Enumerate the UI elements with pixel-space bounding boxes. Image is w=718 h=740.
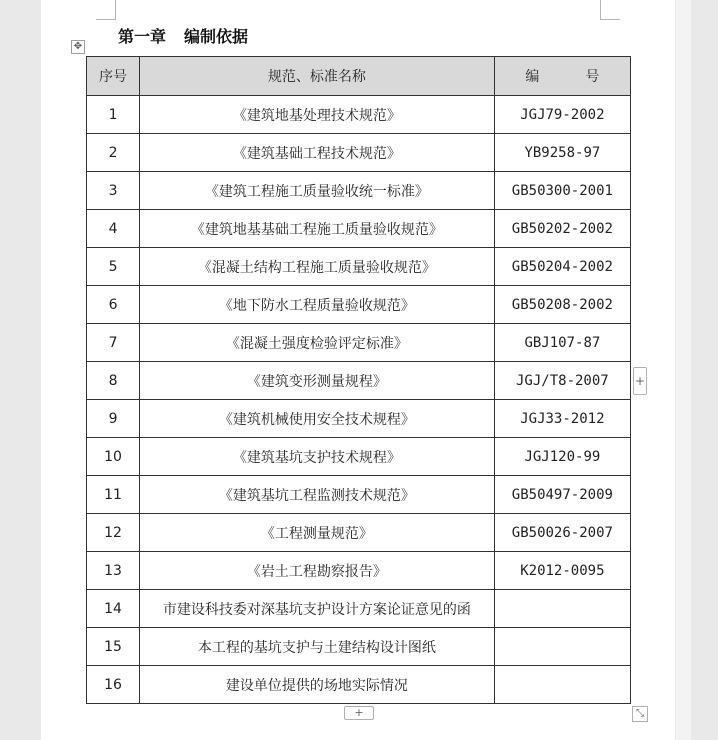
- row-name-cell[interactable]: 《岩土工程勘察报告》: [140, 552, 495, 590]
- table-row: [87, 134, 631, 172]
- row-name-cell[interactable]: 《混凝土结构工程施工质量验收规范》: [140, 248, 495, 286]
- table-row: [87, 590, 631, 628]
- row-index-cell[interactable]: 8: [87, 362, 140, 400]
- row-code-cell[interactable]: GB50026-2007: [494, 514, 630, 552]
- row-name-cell[interactable]: 《建筑机械使用安全技术规程》: [140, 400, 495, 438]
- row-code-cell[interactable]: GB50300-2001: [494, 172, 630, 210]
- row-code-cell[interactable]: JGJ120-99: [494, 438, 630, 476]
- table-row: [87, 476, 631, 514]
- header-code-part-a: 编: [525, 69, 540, 85]
- page-corner-mark-right: [600, 0, 620, 20]
- table-row: [87, 324, 631, 362]
- row-code-cell[interactable]: GB50202-2002: [494, 210, 630, 248]
- row-index-cell[interactable]: 2: [87, 134, 140, 172]
- header-index: 序号: [87, 57, 140, 96]
- row-name-cell[interactable]: 本工程的基坑支护与土建结构设计图纸: [140, 628, 495, 666]
- row-name-cell[interactable]: 《建筑工程施工质量验收统一标准》: [140, 172, 495, 210]
- row-name-cell[interactable]: 《混凝土强度检验评定标准》: [140, 324, 495, 362]
- row-code-cell[interactable]: JGJ79-2002: [494, 96, 630, 134]
- table-row: [87, 438, 631, 476]
- table-row: [87, 96, 631, 134]
- row-code-cell[interactable]: JGJ/T8-2007: [494, 362, 630, 400]
- row-code-cell[interactable]: GB50204-2002: [494, 248, 630, 286]
- row-code-cell[interactable]: K2012-0095: [494, 552, 630, 590]
- row-index-cell[interactable]: 1: [87, 96, 140, 134]
- table-row: [87, 400, 631, 438]
- table-row: [87, 362, 631, 400]
- row-index-cell[interactable]: 12: [87, 514, 140, 552]
- row-name-cell[interactable]: 《建筑变形测量规程》: [140, 362, 495, 400]
- table-move-handle-icon[interactable]: ✥: [71, 40, 85, 54]
- row-code-cell[interactable]: GB50208-2002: [494, 286, 630, 324]
- table-header-row: [87, 57, 631, 96]
- row-index-cell[interactable]: 7: [87, 324, 140, 362]
- table-row: [87, 552, 631, 590]
- row-name-cell[interactable]: 《建筑基础工程技术规范》: [140, 134, 495, 172]
- row-index-cell[interactable]: 9: [87, 400, 140, 438]
- chapter-title: 编制依据: [184, 27, 249, 46]
- row-index-cell[interactable]: 13: [87, 552, 140, 590]
- table-row: [87, 666, 631, 704]
- chapter-heading: [118, 24, 248, 47]
- row-name-cell[interactable]: 《地下防水工程质量验收规范》: [140, 286, 495, 324]
- table-row: [87, 628, 631, 666]
- row-code-cell[interactable]: GB50497-2009: [494, 476, 630, 514]
- row-code-cell[interactable]: JGJ33-2012: [494, 400, 630, 438]
- row-index-cell[interactable]: 15: [87, 628, 140, 666]
- row-index-cell[interactable]: 6: [87, 286, 140, 324]
- add-column-button[interactable]: +: [633, 367, 647, 395]
- table-row: [87, 210, 631, 248]
- chapter-number: 第一章: [118, 27, 167, 46]
- row-name-cell[interactable]: 建设单位提供的场地实际情况: [140, 666, 495, 704]
- row-name-cell[interactable]: 《工程测量规范》: [140, 514, 495, 552]
- header-code-part-b: 号: [585, 69, 600, 85]
- table-row: [87, 172, 631, 210]
- row-code-cell[interactable]: GBJ107-87: [494, 324, 630, 362]
- row-index-cell[interactable]: 5: [87, 248, 140, 286]
- row-name-cell[interactable]: 《建筑基坑工程监测技术规范》: [140, 476, 495, 514]
- row-index-cell[interactable]: 16: [87, 666, 140, 704]
- page-corner-mark-left: [96, 0, 116, 20]
- row-code-cell[interactable]: YB9258-97: [494, 134, 630, 172]
- row-name-cell[interactable]: 《建筑地基基础工程施工质量验收规范》: [140, 210, 495, 248]
- row-name-cell[interactable]: 《建筑基坑支护技术规程》: [140, 438, 495, 476]
- header-code: [494, 57, 630, 96]
- row-index-cell[interactable]: 11: [87, 476, 140, 514]
- row-code-cell[interactable]: [494, 628, 630, 666]
- standards-table: [86, 56, 631, 704]
- table-row: [87, 248, 631, 286]
- table-row: [87, 286, 631, 324]
- table-resize-icon[interactable]: ⤡: [632, 706, 648, 722]
- row-code-cell[interactable]: [494, 666, 630, 704]
- row-name-cell[interactable]: 市建设科技委对深基坑支护设计方案论证意见的函: [140, 590, 495, 628]
- row-index-cell[interactable]: 14: [87, 590, 140, 628]
- row-index-cell[interactable]: 3: [87, 172, 140, 210]
- table-row: [87, 514, 631, 552]
- header-name: 规范、标准名称: [140, 57, 495, 96]
- row-index-cell[interactable]: 4: [87, 210, 140, 248]
- row-code-cell[interactable]: [494, 590, 630, 628]
- vertical-scrollbar[interactable]: [676, 0, 691, 740]
- row-index-cell[interactable]: 10: [87, 438, 140, 476]
- row-name-cell[interactable]: 《建筑地基处理技术规范》: [140, 96, 495, 134]
- add-row-button[interactable]: +: [344, 706, 374, 720]
